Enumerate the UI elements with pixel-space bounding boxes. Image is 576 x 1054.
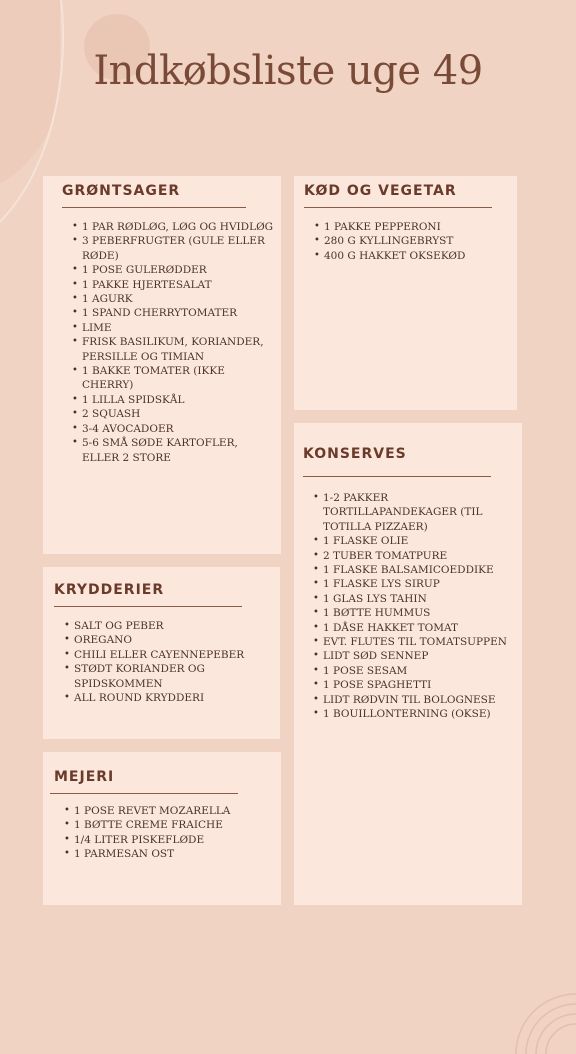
- list-konserves: [303, 491, 525, 722]
- card-konserves: [294, 423, 522, 905]
- list-item: • 1 AGURK: [74, 292, 274, 306]
- card-mejeri: [43, 752, 281, 905]
- section-heading-krydderier: KRYDDERIER: [54, 582, 165, 598]
- heading-divider: [54, 606, 242, 607]
- list-item: • 1 BØTTE HUMMUS: [315, 606, 525, 620]
- list-item: • 2 SQUASH: [74, 407, 274, 421]
- list-item: • 1 POSE REVET MOZARELLA: [66, 804, 266, 818]
- list-item: • 1 SPAND CHERRYTOMATER: [74, 306, 274, 320]
- page-title: Indkøbsliste uge 49: [93, 48, 483, 94]
- list-krydderier: [54, 619, 256, 705]
- list-item: • STØDT KORIANDER OG SPIDSKOMMEN: [66, 662, 256, 691]
- list-item: • 1 PARMESAN OST: [66, 847, 266, 861]
- heading-divider: [62, 207, 246, 208]
- list-item: • 1 LILLA SPIDSKÅL: [74, 393, 274, 407]
- list-item: • 1 PAKKE PEPPERONI: [316, 220, 516, 234]
- decorative-arcs-icon: [506, 944, 576, 1054]
- section-heading-konserves: KONSERVES: [303, 446, 407, 462]
- list-item: • 280 G KYLLINGEBRYST: [316, 234, 516, 248]
- card-kod-og-vegetar: [294, 176, 517, 410]
- list-item: • FRISK BASILIKUM, KORIANDER, PERSILLE OG TIMIAN: [74, 335, 274, 364]
- heading-divider: [303, 476, 491, 477]
- card-grontsager: [43, 176, 281, 554]
- list-item: • 1 BØTTE CREME FRAICHE: [66, 818, 266, 832]
- list-item: • 1 GLAS LYS TAHIN: [315, 592, 525, 606]
- list-item: • 1 FLASKE LYS SIRUP: [315, 577, 525, 591]
- list-item: • 1 PAKKE HJERTESALAT: [74, 278, 274, 292]
- list-item: • 1 POSE SESAM: [315, 664, 525, 678]
- list-item: • CHILI ELLER CAYENNEPEBER: [66, 648, 256, 662]
- list-item: • LIDT RØDVIN TIL BOLOGNESE: [315, 693, 525, 707]
- heading-divider: [304, 207, 492, 208]
- section-heading-mejeri: MEJERI: [54, 769, 115, 785]
- list-item: • 3-4 AVOCADOER: [74, 422, 274, 436]
- card-krydderier: [43, 567, 280, 739]
- list-item: • EVT. FLUTES TIL TOMATSUPPEN: [315, 635, 525, 649]
- section-heading-kod-og-vegetar: KØD OG VEGETAR: [304, 183, 457, 199]
- list-item: • 1-2 PAKKER TORTILLAPANDEKAGER (TIL TOTILLA PIZZAER): [315, 491, 525, 534]
- list-item: • 1 FLASKE BALSAMICOEDDIKE: [315, 563, 525, 577]
- heading-divider: [50, 793, 238, 794]
- list-item: • OREGANO: [66, 633, 256, 647]
- list-item: • 1 BOUILLONTERNING (OKSE): [315, 707, 525, 721]
- list-item: • 1/4 LITER PISKEFLØDE: [66, 833, 266, 847]
- list-item: • LIME: [74, 321, 274, 335]
- list-item: • 1 DÅSE HAKKET TOMAT: [315, 621, 525, 635]
- list-mejeri: [54, 804, 266, 862]
- list-item: • SALT OG PEBER: [66, 619, 256, 633]
- list-item: • 1 BAKKE TOMATER (IKKE CHERRY): [74, 364, 274, 393]
- list-item: • LIDT SØD SENNEP: [315, 649, 525, 663]
- list-grontsager: [62, 220, 274, 465]
- section-heading-grontsager: GRØNTSAGER: [62, 183, 181, 199]
- list-item: • 400 G HAKKET OKSEKØD: [316, 249, 516, 263]
- list-item: • 5-6 SMÅ SØDE KARTOFLER, ELLER 2 STORE: [74, 436, 274, 465]
- list-item: • 1 POSE SPAGHETTI: [315, 678, 525, 692]
- list-item: • 2 TUBER TOMATPURE: [315, 549, 525, 563]
- list-item: • 1 POSE GULERØDDER: [74, 263, 274, 277]
- list-kod-og-vegetar: [304, 220, 516, 263]
- list-item: • 1 PAR RØDLØG, LØG OG HVIDLØG: [74, 220, 274, 234]
- list-item: • 1 FLASKE OLIE: [315, 534, 525, 548]
- list-item: • ALL ROUND KRYDDERI: [66, 691, 256, 705]
- list-item: • 3 PEBERFRUGTER (GULE ELLER RØDE): [74, 234, 274, 263]
